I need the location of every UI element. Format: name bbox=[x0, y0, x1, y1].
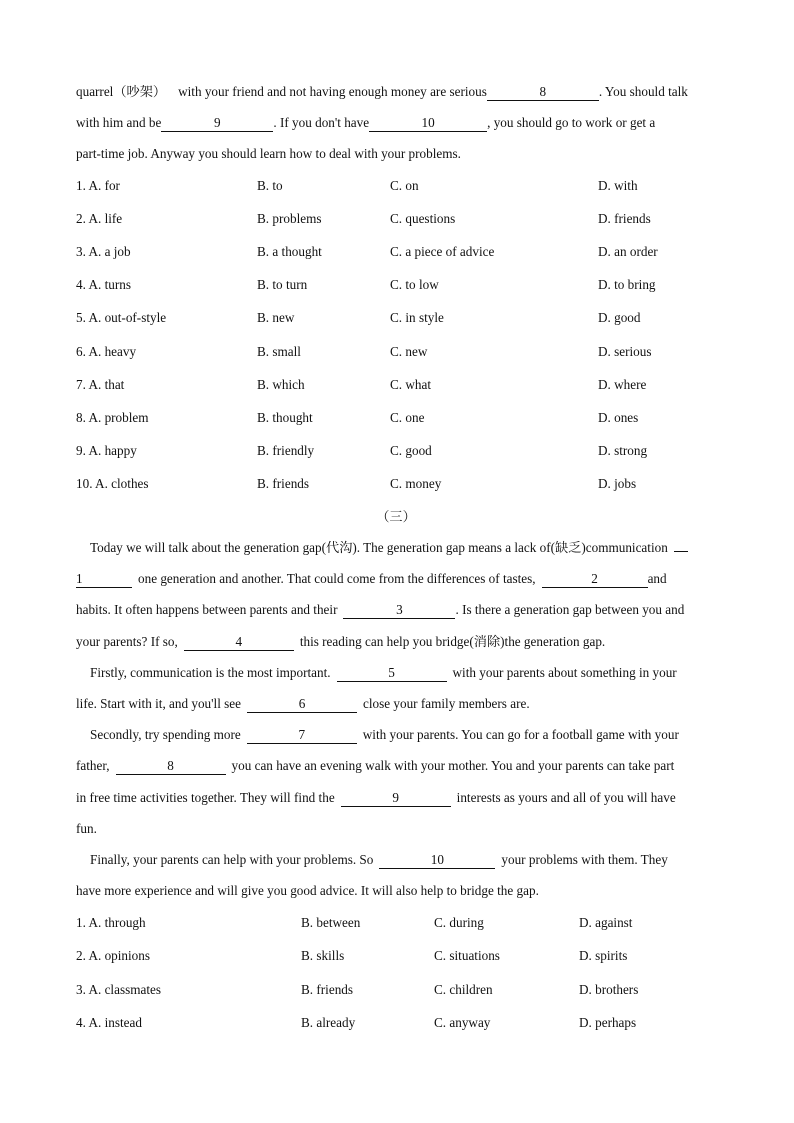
passage-text: Secondly, try spending more bbox=[90, 727, 241, 742]
passage-text: in free time activities together. They will find the bbox=[76, 790, 335, 805]
answer-blank[interactable]: 8 bbox=[116, 758, 226, 775]
section-heading: （三） bbox=[376, 509, 416, 524]
option-c[interactable]: C. in style bbox=[390, 310, 444, 326]
passage-text: Firstly, communication is the most important. bbox=[90, 665, 331, 680]
option-c[interactable]: C. to low bbox=[390, 277, 439, 293]
passage-text: close your family members are. bbox=[363, 696, 530, 711]
option-a[interactable]: 6. A. heavy bbox=[76, 343, 137, 359]
answer-blank[interactable] bbox=[674, 551, 688, 552]
passage-text: with your parents. You can go for a football game with your bbox=[362, 727, 679, 742]
answer-blank[interactable]: 8 bbox=[487, 84, 599, 101]
option-b[interactable]: B. skills bbox=[301, 948, 345, 964]
answer-blank[interactable]: 4 bbox=[184, 634, 294, 651]
passage-line bbox=[76, 632, 605, 652]
option-c[interactable]: C. good bbox=[390, 442, 432, 458]
answer-blank[interactable]: 9 bbox=[341, 790, 451, 807]
option-c[interactable]: C. on bbox=[390, 178, 419, 193]
option-c[interactable]: C. one bbox=[390, 409, 425, 425]
option-c[interactable]: C. new bbox=[390, 343, 428, 359]
option-d[interactable]: D. perhaps bbox=[579, 1014, 637, 1030]
option-d[interactable]: D. spirits bbox=[579, 948, 628, 964]
option-c[interactable]: C. during bbox=[434, 915, 484, 930]
passage-line bbox=[76, 569, 667, 589]
passage-text: interests as yours and all of you will have bbox=[456, 790, 676, 805]
passage-line bbox=[90, 850, 668, 870]
option-d[interactable]: D. to bring bbox=[598, 277, 656, 293]
option-a[interactable]: 7. A. that bbox=[76, 376, 125, 392]
passage-text: , you should go to work or get a bbox=[487, 115, 656, 130]
passage-line bbox=[76, 788, 676, 808]
option-b[interactable]: B. which bbox=[257, 376, 305, 392]
option-c[interactable]: C. questions bbox=[390, 211, 456, 227]
answer-blank[interactable]: 10 bbox=[369, 115, 487, 132]
option-b[interactable]: B. thought bbox=[257, 409, 313, 425]
passage-line bbox=[90, 725, 679, 745]
question-row bbox=[76, 242, 716, 262]
option-d[interactable]: D. serious bbox=[598, 343, 652, 359]
option-b[interactable]: B. small bbox=[257, 343, 301, 359]
answer-blank[interactable]: 7 bbox=[247, 727, 357, 744]
passage-text: one generation and another. That could come from the differences of tastes, bbox=[138, 571, 536, 586]
passage-line bbox=[76, 113, 655, 133]
option-a[interactable]: 9. A. happy bbox=[76, 442, 137, 458]
option-a[interactable]: 4. A. turns bbox=[76, 277, 131, 293]
option-a[interactable]: 4. A. instead bbox=[76, 1014, 142, 1030]
option-c[interactable]: C. children bbox=[434, 981, 493, 997]
option-a[interactable]: 3. A. a job bbox=[76, 244, 131, 260]
passage-text: your problems with them. They bbox=[501, 852, 668, 867]
option-c[interactable]: C. what bbox=[390, 376, 432, 392]
option-b[interactable]: B. already bbox=[301, 1014, 356, 1030]
question-row bbox=[76, 342, 716, 362]
answer-blank[interactable]: 1 bbox=[76, 571, 132, 588]
passage-text: father, bbox=[76, 758, 110, 773]
option-b[interactable]: B. to turn bbox=[257, 277, 308, 293]
option-b[interactable]: B. a thought bbox=[257, 244, 322, 260]
option-d[interactable]: D. with bbox=[598, 178, 638, 193]
option-b[interactable]: B. to bbox=[257, 178, 283, 193]
option-d[interactable]: D. friends bbox=[598, 211, 651, 227]
question-row bbox=[76, 913, 716, 933]
option-d[interactable]: D. strong bbox=[598, 442, 648, 458]
passage-text: Finally, your parents can help with your problems. So bbox=[90, 852, 374, 867]
option-a[interactable]: 1. A. through bbox=[76, 915, 146, 930]
option-a[interactable]: 3. A. classmates bbox=[76, 981, 161, 997]
option-b[interactable]: B. friends bbox=[301, 981, 354, 997]
option-a[interactable]: 10. A. clothes bbox=[76, 475, 149, 491]
answer-blank[interactable]: 9 bbox=[161, 115, 273, 132]
question-row bbox=[76, 408, 716, 428]
passage-text: . If you don't have bbox=[273, 115, 370, 130]
passage-text: and bbox=[647, 571, 667, 586]
option-b[interactable]: B. new bbox=[257, 310, 295, 326]
question-row bbox=[76, 176, 716, 196]
passage-text: with your parents about something in your bbox=[452, 665, 677, 680]
passage-line: part-time job. Anyway you should learn how to deal with your problems. bbox=[76, 146, 461, 161]
option-c[interactable]: C. a piece of advice bbox=[390, 244, 495, 260]
option-b[interactable]: B. between bbox=[301, 915, 361, 930]
option-d[interactable]: D. where bbox=[598, 376, 647, 392]
passage-line: have more experience and will give you good advice. It will also help to bridge the gap. bbox=[76, 883, 539, 898]
answer-blank[interactable]: 3 bbox=[343, 602, 455, 619]
option-a[interactable]: 2. A. life bbox=[76, 211, 123, 227]
question-row bbox=[76, 275, 716, 295]
passage-text: your parents? If so, bbox=[76, 634, 178, 649]
passage-text: with your friend and not having enough money are serious bbox=[178, 84, 487, 99]
option-c[interactable]: C. anyway bbox=[434, 1014, 491, 1030]
passage-text: Today we will talk about the generation gap(代沟). The generation gap means a lack of(缺乏)communication bbox=[90, 540, 668, 555]
answer-blank[interactable]: 6 bbox=[247, 696, 357, 713]
answer-blank[interactable]: 5 bbox=[337, 665, 447, 682]
passage-line: fun. bbox=[76, 821, 97, 836]
option-a[interactable]: 8. A. problem bbox=[76, 409, 149, 425]
passage-text: . Is there a generation gap between you and bbox=[455, 602, 685, 617]
option-d[interactable]: D. an order bbox=[598, 244, 658, 260]
option-d[interactable]: D. ones bbox=[598, 409, 639, 425]
question-row bbox=[76, 441, 716, 461]
question-row bbox=[76, 1013, 716, 1033]
passage-text: . You should talk bbox=[598, 84, 688, 99]
question-row bbox=[76, 209, 716, 229]
option-c[interactable]: C. money bbox=[390, 475, 442, 491]
passage-line bbox=[76, 694, 530, 714]
passage-text: you can have an evening walk with your mother. You and your parents can take part bbox=[231, 758, 675, 773]
answer-blank[interactable]: 2 bbox=[542, 571, 648, 588]
passage-line bbox=[90, 663, 677, 683]
option-b[interactable]: B. friends bbox=[257, 475, 310, 491]
passage-text: this reading can help you bridge(消除)the generation gap. bbox=[299, 634, 606, 649]
question-row bbox=[76, 375, 716, 395]
option-d[interactable]: D. brothers bbox=[579, 981, 639, 997]
question-row bbox=[76, 474, 716, 494]
option-a[interactable]: 2. A. opinions bbox=[76, 948, 151, 964]
passage-text: with him and be bbox=[76, 115, 162, 130]
option-d[interactable]: D. against bbox=[579, 915, 633, 930]
option-d[interactable]: D. jobs bbox=[598, 475, 637, 491]
passage-line bbox=[76, 756, 674, 776]
passage-text: quarrel（吵架） bbox=[76, 84, 167, 99]
question-row bbox=[76, 308, 716, 328]
passage-text: habits. It often happens between parents and their bbox=[76, 602, 338, 617]
option-a[interactable]: 5. A. out-of-style bbox=[76, 310, 167, 326]
question-row bbox=[76, 980, 716, 1000]
passage-line bbox=[76, 600, 684, 620]
option-b[interactable]: B. friendly bbox=[257, 442, 315, 458]
passage-line bbox=[90, 538, 688, 558]
answer-blank[interactable]: 10 bbox=[379, 852, 495, 869]
passage-line bbox=[76, 82, 688, 102]
option-a[interactable]: 1. A. for bbox=[76, 178, 120, 193]
question-row bbox=[76, 946, 716, 966]
option-b[interactable]: B. problems bbox=[257, 211, 322, 227]
passage-text: life. Start with it, and you'll see bbox=[76, 696, 241, 711]
option-d[interactable]: D. good bbox=[598, 310, 641, 326]
option-c[interactable]: C. situations bbox=[434, 948, 500, 964]
